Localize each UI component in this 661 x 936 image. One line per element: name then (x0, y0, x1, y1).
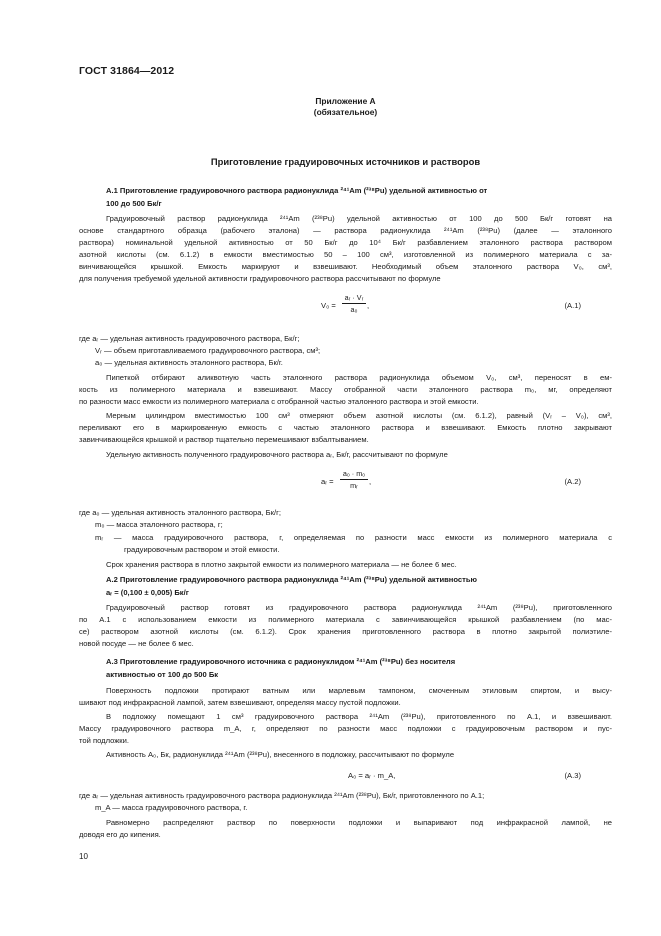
a1-where-line4: где a₀ — удельная активность эталонного раствора, Бк/г; (79, 508, 281, 517)
a1-paragraph4: Удельную активность полученного градуировочного раствора aᵣ, Бк/г, рассчитывают по формуле (106, 450, 448, 459)
a3-paragraph2-line3: той подложки. (79, 736, 129, 745)
a1-paragraph3-line2: переливают его в маркированную емкость с частью эталонного раствора и взвешивают. Емкость плотно закрывают (79, 423, 612, 432)
a3-paragraph1-line2: шивают под инфракрасной лампой, затем взвешивают, определяя массу пустой подложки. (79, 698, 401, 707)
a3-paragraph3: Активность A₀, Бк, радионуклида ²⁴¹Am (²³⁸Pu), внесенного в подложку, рассчитывают по формуле (106, 750, 455, 759)
a1-paragraph3-line1: Мерным цилиндром вместимостью 100 см³ отмеряют объем азотной кислоты (см. 6.1.2), равный (Vᵣ – V₀), см³, (106, 411, 612, 420)
fraction-bar (342, 303, 366, 304)
a3-paragraph2-line2: Массу градуировочного раствора m_A, г, определяют по разности масс подложки с градуировочным раствором и пус- (79, 724, 612, 733)
a1-where-line3: a₀ — удельная активность эталонного раствора, Бк/г. (95, 358, 283, 367)
fraction-bar (340, 479, 368, 480)
a1-paragraph1-line1: Градуировочный раствор радионуклида ²⁴¹Am (²³⁸Pu) удельной активностью от 100 до 500 Бк/г готовят на (106, 214, 612, 223)
a1-paragraph1-line2: основе стандартного образца (рабочего эталона) — раствора радионуклида ²⁴¹Am (²³⁸Pu) (далее — эталонного (79, 226, 612, 235)
annex-status: (обязательное) (313, 107, 378, 117)
formula-a1-numerator: aᵣ · Vᵣ (344, 293, 364, 302)
a1-paragraph1-line5: винчивающейся крышкой. Емкость маркируют и взвешивают. Необходимый объем эталонного раствора V₀, см³, (79, 262, 612, 271)
a1-where-line2: Vᵣ — объем приготавливаемого градуировочного раствора, см³; (95, 346, 321, 355)
a3-heading-line1: А.3 Приготовление градуировочного источника с радионуклидом ²⁴¹Am (²³⁸Pu) без носителя (106, 657, 456, 666)
a1-paragraph3-line3: завинчивающейся крышкой и раствор тщательно перемешивают взбалтыванием. (79, 435, 369, 444)
a1-paragraph1-line3: раствора) номинальной удельной активностью от 50 Бк/г до 10⁴ Бк/г разбавлением эталонного раствора раствором (79, 238, 612, 247)
a2-paragraph1-line1: Градуировочный раствор готовят из градуировочного раствора радионуклида ²⁴¹Am (²³⁸Pu), приготовленного (106, 603, 612, 612)
a1-paragraph2-line2: кость из полимерного материала и взвешивают. Массу отобранной части эталонного раствора m₀, мг, определяют (79, 385, 612, 394)
a1-paragraph1-line6: для получения требуемой удельной активности градуировочного раствора рассчитывают по формуле (79, 274, 441, 283)
a2-heading-line1: А.2 Приготовление градуировочного раствора радионуклида ²⁴¹Am (²³⁸Pu) удельной активностью (106, 575, 478, 584)
formula-a1-number: (А.1) (564, 301, 581, 310)
a2-paragraph1-line3: се) раствором азотной кислоты (см. 6.1.2). Срок хранения приготовленного раствора в плотно закрытой полиэтиле- (79, 627, 612, 636)
a1-paragraph2-line1: Пипеткой отбирают аликвотную часть эталонного раствора радионуклида объемом V₀, см³, переносят в ем- (106, 373, 612, 382)
formula-a3-number: (А.3) (564, 771, 581, 780)
formula-a1-fraction (342, 293, 366, 314)
a1-where-line5: m₀ — масса эталонного раствора, г; (95, 520, 223, 529)
a3-paragraph1-line1: Поверхность подложки протирают ватным или марлевым тампоном, смоченным этиловым спиртом, и высу- (106, 686, 612, 695)
a1-heading-line1: А.1 Приготовление градуировочного раствора радионуклида ²⁴¹Am (²³⁸Pu) удельной активностью от (106, 186, 488, 195)
a1-where-line6: mᵣ — масса градуировочного раствора, г, определяемая по разности масс емкости из полимерного материала с (95, 533, 612, 542)
a3-paragraph4-line1: Равномерно распределяют раствор по поверхности подложки и выпаривают под инфракрасной лампой, не (106, 818, 612, 827)
a3-paragraph2-line1: В подложку помещают 1 см³ градуировочного раствора ²⁴¹Am (²³⁸Pu), приготовленного по А.1, и взвешивают. (106, 712, 612, 721)
a1-heading-line2: 100 до 500 Бк/г (106, 199, 162, 208)
formula-a2-number: (А.2) (564, 477, 581, 486)
standard-header: ГОСТ 31864—2012 (79, 65, 175, 77)
page-number: 10 (79, 852, 88, 861)
a2-paragraph1-line2: по А.1 с использованием емкости из полимерного материала с завинчивающейся крышкой разбавлением (по мас- (79, 615, 612, 624)
a2-paragraph1-line4: новой посуде — не более 6 мес. (79, 639, 194, 648)
section-title: Приготовление градуировочных источников и растворов (210, 156, 481, 167)
formula-a2-lhs: aᵣ = (321, 477, 334, 486)
formula-a1-lhs: V₀ = (321, 301, 336, 310)
formula-a2-comma: , (369, 477, 372, 486)
a3-where-line1: где aᵣ — удельная активность градуировочного раствора радионуклида ²⁴¹Am (²³⁸Pu), Бк/г, приготовленного по А.1; (79, 791, 485, 800)
a3-where-line2: m_A — масса градуировочного раствора, г. (95, 803, 248, 812)
formula-a2-numerator: a₀ · m₀ (342, 469, 366, 478)
formula-a3: A₀ = aᵣ · m_A, (348, 771, 396, 780)
formula-a2-denominator: mᵣ (350, 481, 358, 490)
a1-paragraph2-line3: по разности масс емкости из полимерного материала с отобранной частью эталонного раствора и этой емкости. (79, 397, 479, 406)
a1-paragraph5: Срок хранения раствора в плотно закрытой емкости из полимерного материала — не более 6 мес. (106, 560, 457, 569)
annex-title: Приложение А (315, 96, 376, 106)
a1-where-line7: градуировочным раствором и этой емкости. (124, 545, 280, 554)
formula-a2-fraction (340, 469, 368, 490)
a1-paragraph1-line4: азотной кислоты (см. 6.1.2) в емкости вместимостью 50 – 100 см³, изготовленной из полимерного материала с за- (79, 250, 612, 259)
a3-heading-line2: активностью от 100 до 500 Бк (106, 670, 219, 679)
a2-heading-line2: aᵣ = (0,100 ± 0,005) Бк/г (106, 588, 189, 597)
formula-a1-comma: , (367, 301, 370, 310)
a3-paragraph4-line2: доводя его до кипения. (79, 830, 161, 839)
formula-a1-denominator: a₀ (350, 305, 358, 314)
a1-where-line1: где aᵣ — удельная активность градуировочного раствора, Бк/г; (79, 334, 300, 343)
